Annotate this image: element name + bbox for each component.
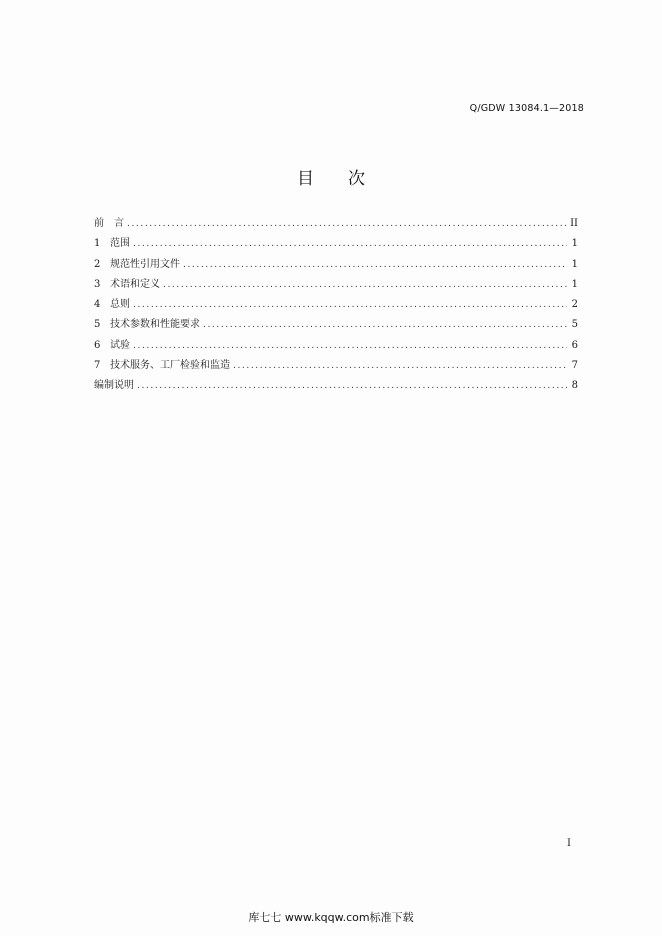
- toc-entry-page: 6: [571, 339, 578, 351]
- toc-entry-label: 试验: [110, 339, 130, 351]
- toc-entry-page: II: [570, 218, 578, 229]
- toc-entry[interactable]: [94, 376, 578, 396]
- toc-entry[interactable]: [94, 315, 578, 335]
- toc-entry[interactable]: [94, 295, 578, 315]
- toc-entry[interactable]: [94, 234, 578, 254]
- page-number: I: [567, 838, 571, 849]
- document-code: Q/GDW 13084.1—2018: [469, 103, 584, 114]
- toc-entry-number: 2: [94, 258, 101, 270]
- toc-entry-label: 技术服务、工厂检验和监造: [110, 360, 230, 372]
- toc-entry-page: 1: [571, 258, 578, 270]
- toc-entry-page: 2: [571, 299, 578, 311]
- table-of-contents: [94, 214, 578, 397]
- toc-entry-label: 编制说明: [94, 380, 134, 392]
- toc-entry[interactable]: [94, 255, 578, 275]
- toc-leader-dots: [133, 239, 567, 249]
- toc-entry-page: 7: [571, 360, 578, 372]
- toc-entry-label: 范围: [110, 238, 130, 250]
- toc-entry-number: 5: [94, 319, 101, 331]
- toc-entry-number: 4: [94, 299, 101, 311]
- toc-title-part1: 目: [297, 169, 314, 189]
- toc-entry-number: 6: [94, 339, 101, 351]
- toc-leader-dots: [163, 280, 567, 290]
- toc-leader-dots: [203, 320, 567, 330]
- toc-leader-dots: [233, 361, 567, 371]
- toc-entry-label: 规范性引用文件: [110, 258, 180, 270]
- toc-entry[interactable]: [94, 214, 578, 234]
- toc-entry-label: 前 言: [94, 218, 124, 229]
- toc-leader-dots: [183, 260, 567, 270]
- toc-leader-dots: [133, 341, 567, 351]
- toc-entry-page: 5: [571, 319, 578, 331]
- toc-entry[interactable]: [94, 275, 578, 295]
- toc-leader-dots: [127, 219, 567, 229]
- toc-entry[interactable]: [94, 336, 578, 356]
- toc-entry-page: 1: [571, 278, 578, 290]
- toc-entry-label: 术语和定义: [110, 278, 160, 290]
- toc-entry-number: 7: [94, 360, 101, 372]
- toc-title: [0, 164, 662, 189]
- toc-entry-number: 3: [94, 278, 101, 290]
- toc-leader-dots: [137, 381, 567, 391]
- watermark-footer: 库七七 www.kqqw.com标准下载: [248, 911, 414, 924]
- toc-title-part2: 次: [348, 169, 365, 189]
- toc-entry-page: 1: [571, 238, 578, 250]
- toc-entry-label: 技术参数和性能要求: [110, 319, 200, 331]
- toc-leader-dots: [133, 300, 567, 310]
- toc-entry-number: 1: [94, 238, 101, 250]
- toc-entry[interactable]: [94, 356, 578, 376]
- toc-entry-label: 总则: [110, 299, 130, 311]
- toc-entry-page: 8: [571, 380, 578, 392]
